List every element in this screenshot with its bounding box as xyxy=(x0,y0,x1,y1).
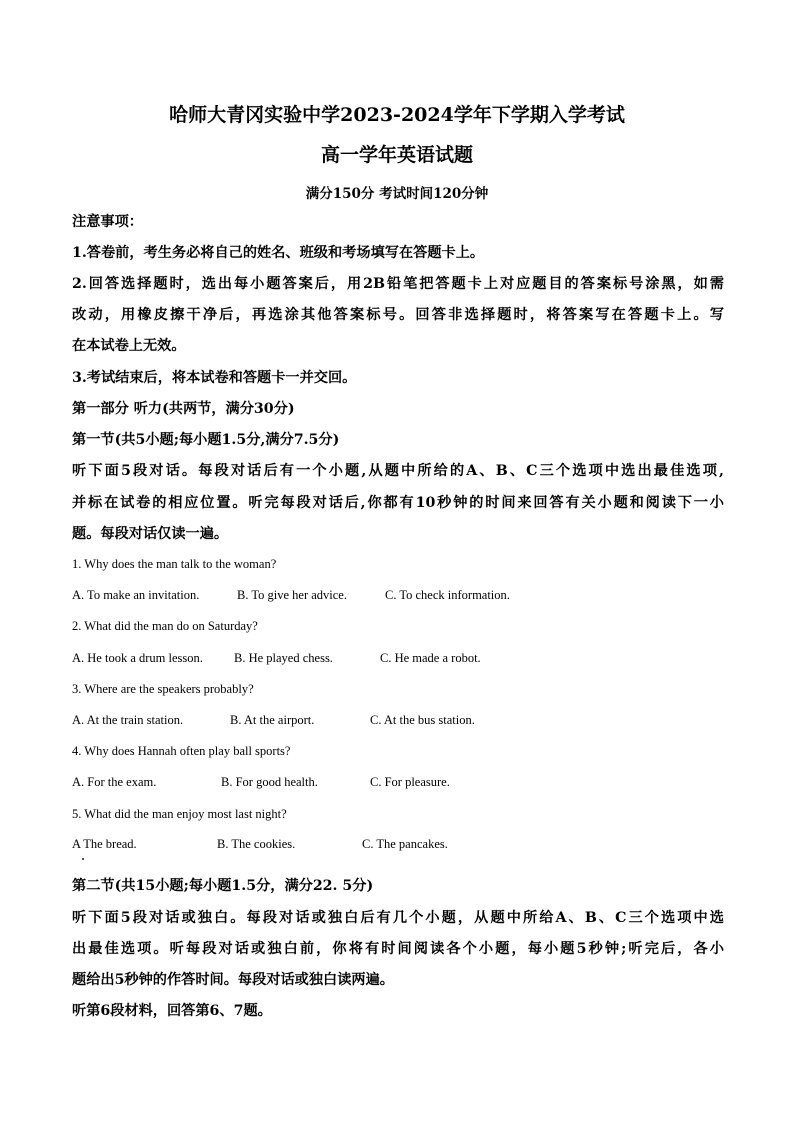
section2-heading: 第二节(共15小题;每小题1.5分，满分22. 5分) xyxy=(72,878,374,894)
instruction-item-2-line-3: 在本试卷上无效。 xyxy=(72,338,186,354)
instructions-heading: 注意事项： xyxy=(72,214,143,230)
section2-directions-line-1: 听下面5段对话或独白。每段对话或独白后有几个小题，从题中所给A、B、C三个选项中选 xyxy=(72,910,724,926)
option-b: B. The cookies. xyxy=(217,837,296,851)
option-c: C. The pancakes. xyxy=(362,837,448,851)
option-c: C. At the bus station. xyxy=(370,713,475,727)
question-5: 5. What did the man enjoy most last night? xyxy=(72,807,287,821)
option-a: A. At the train station. xyxy=(72,713,184,727)
option-b: B. He played chess. xyxy=(234,651,333,665)
option-a: A. For the exam. xyxy=(72,775,157,789)
section2-material-note: 听第6段材料，回答第6、7题。 xyxy=(72,1003,272,1019)
section1-directions-line-2: 并标在试卷的相应位置。听完每段对话后,你都有10秒钟的时间来回答有关小题和阅读下一小 xyxy=(72,495,724,511)
section1-directions-line-1: 听下面5段对话。每段对话后有一个小题,从题中所给的A、B、C三个选项中选出最佳选项, xyxy=(72,463,724,479)
exam-subtitle: 高一学年英语试题 xyxy=(320,144,473,166)
exam-title: 哈师大青冈实验中学2023-2024学年下学期入学考试 xyxy=(169,104,625,126)
exam-info: 满分150分 考试时间120分钟 xyxy=(305,186,489,202)
section1-heading: 第一节(共5小题;每小题1.5分,满分7.5分) xyxy=(72,432,340,448)
option-c: C. For pleasure. xyxy=(370,775,450,789)
question-3: 3. Where are the speakers probably? xyxy=(72,682,254,696)
section2-directions-line-3: 题给出5秒钟的作答时间。每段对话或独白读两遍。 xyxy=(72,972,394,988)
option-b: B. At the airport. xyxy=(230,713,315,727)
instruction-item-1: 1.答卷前，考生务必将自己的姓名、班级和考场填写在答题卡上。 xyxy=(72,245,485,261)
option-c: C. He made a robot. xyxy=(380,651,481,665)
option-a: A. To make an invitation. xyxy=(72,588,200,602)
question-2: 2. What did the man do on Saturday? xyxy=(72,619,258,633)
option-a: A. He took a drum lesson. xyxy=(72,651,203,665)
section2-directions-line-2: 出最佳选项。听每段对话或独白前，你将有时间阅读各个小题，每小题5秒钟;听完后，各小 xyxy=(72,941,724,957)
instruction-item-2-line-2: 改动，用橡皮擦干净后，再选涂其他答案标号。回答非选择题时，将答案写在答题卡上。写 xyxy=(72,307,724,323)
question-4: 4. Why does Hannah often play ball sports? xyxy=(72,744,291,758)
question-3-options xyxy=(72,713,722,731)
section1-directions-line-3: 题。每段对话仅读一遍。 xyxy=(72,526,229,542)
question-4-options xyxy=(72,775,722,793)
question-1-options xyxy=(72,588,722,606)
question-1: 1. Why does the man talk to the woman? xyxy=(72,557,277,571)
option-c: C. To check information. xyxy=(385,588,510,602)
option-b: B. For good health. xyxy=(221,775,318,789)
part1-heading: 第一部分 听力(共两节，满分30分) xyxy=(72,401,295,417)
option-a: A The bread. xyxy=(72,837,137,851)
instruction-item-2-line-1: 2.回答选择题时，选出每小题答案后，用2B铅笔把答题卡上对应题目的答案标号涂黑，如需 xyxy=(72,276,724,292)
instruction-item-3: 3.考试结束后，将本试卷和答题卡一并交回。 xyxy=(72,370,357,386)
question-2-options xyxy=(72,651,722,669)
scan-speck xyxy=(82,858,84,860)
option-b: B. To give her advice. xyxy=(237,588,347,602)
question-5-options xyxy=(72,837,722,855)
